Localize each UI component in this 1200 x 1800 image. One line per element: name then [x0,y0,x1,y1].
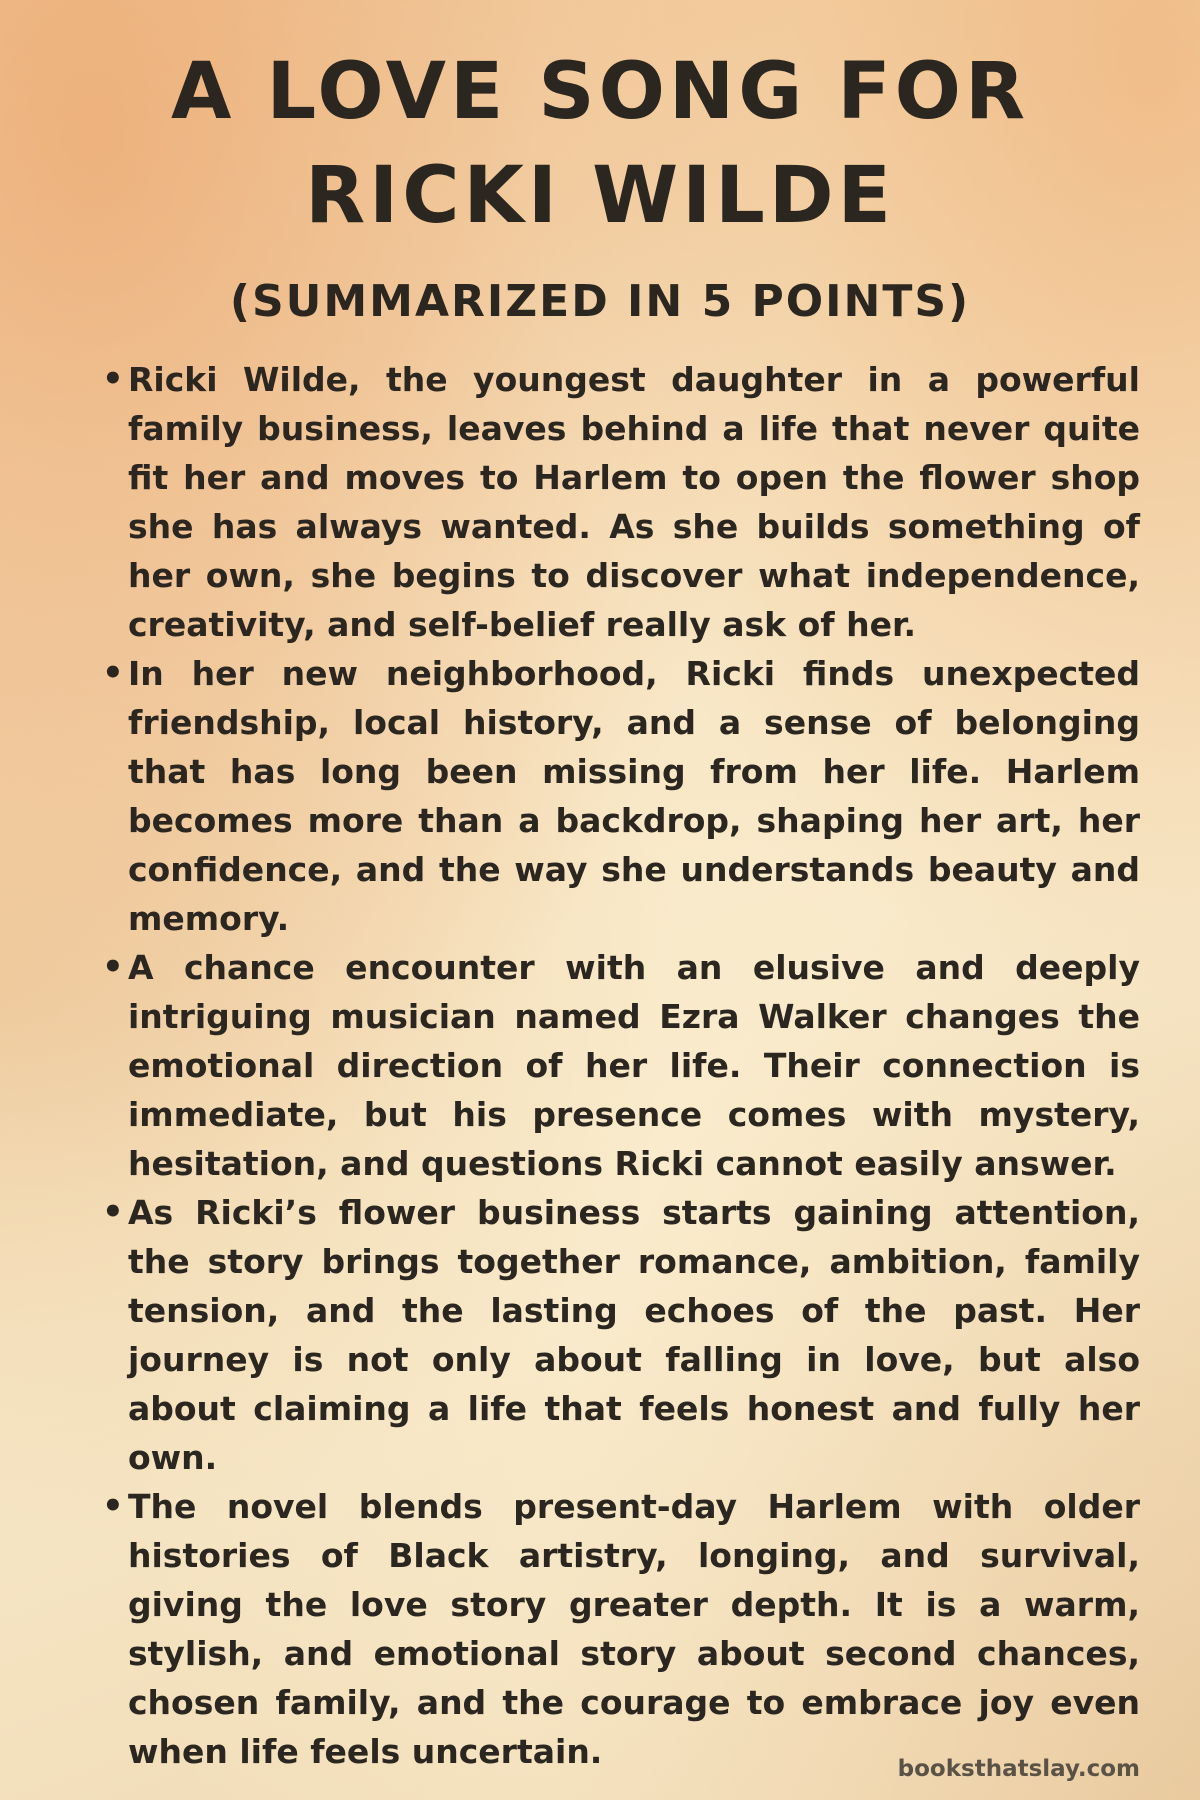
summary-point-3 [102,943,1140,1188]
bullet-icon: • [102,359,124,399]
bullet-icon: • [102,1192,124,1232]
page-title [100,40,1100,248]
bullet-icon: • [102,653,124,693]
summary-point-5 [102,1482,1140,1776]
summary-points-list [102,355,1140,1776]
summary-point-text: The novel blends present-day Harlem with older histories of Black artistry, longing, and survival, giving the love story greater depth. It is a warm, stylish, and emotional story about second chances, chosen family, and the courage to embrace joy even when life feels uncertain. [128,1487,1140,1771]
site-watermark: booksthatslay.com [897,1756,1140,1782]
summary-point-2 [102,649,1140,943]
summary-point-text: In her new neighborhood, Ricki finds unexpected friendship, local history, and a sense of belonging that has long been missing from her life. Harlem becomes more than a backdrop, shaping her art, her confidence, and the way she understands beauty and memory. [128,654,1140,938]
bullet-icon: • [102,1486,124,1526]
summary-point-4 [102,1188,1140,1482]
title-line-2: RICKI WILDE [305,151,895,241]
summary-point-1 [102,355,1140,649]
summary-point-text: A chance encounter with an elusive and deeply intriguing musician named Ezra Walker changes the emotional direction of her life. Their connection is immediate, but his presence comes with mystery, hesitation, and questions Ricki cannot easily answer. [128,948,1140,1183]
bullet-icon: • [102,947,124,987]
page-subtitle: (SUMMARIZED IN 5 POINTS) [229,276,971,327]
summary-point-text: As Ricki’s flower business starts gaining attention, the story brings together romance, ambition, family tension, and the lasting echoes of the past. Her journey is not only about falling in love, but also about claiming a life that feels honest and fully her own. [128,1193,1140,1477]
title-line-1: A LOVE SONG FOR [170,47,1030,137]
summary-point-text: Ricki Wilde, the youngest daughter in a powerful family business, leaves behind a life that never quite fit her and moves to Harlem to open the flower shop she has always wanted. As she builds something of her own, she begins to discover what independence, creativity, and self-belief really ask of her. [128,360,1140,644]
